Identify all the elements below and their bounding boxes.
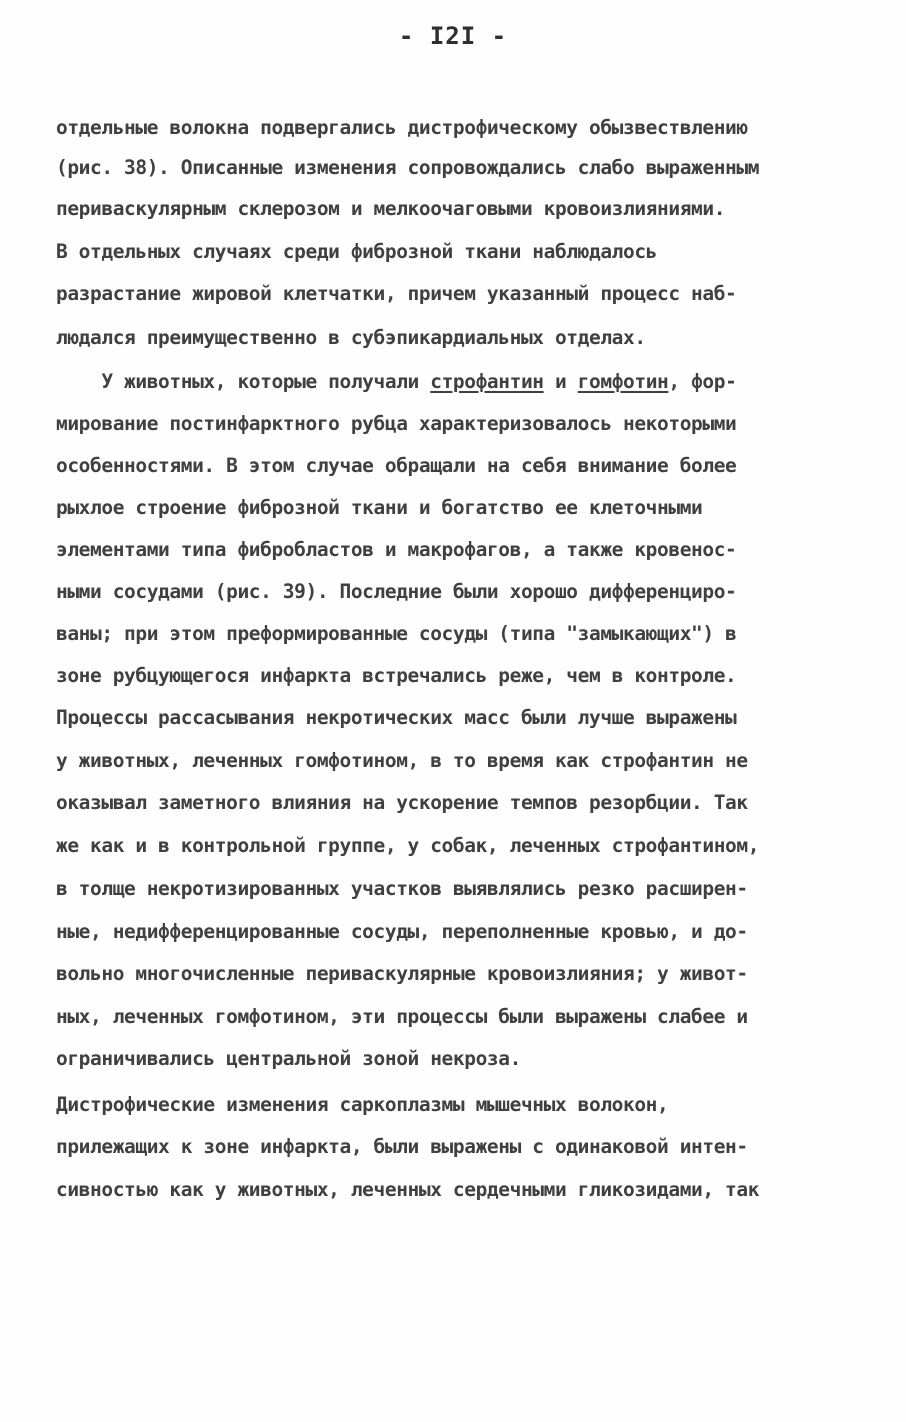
text-line: вольно многочисленные периваскулярные кровоизлияния; у живот- [56,962,748,985]
text-line: в толще некротизированных участков выявлялись резко расширен- [56,877,748,900]
text-line: мирование постинфарктного рубца характеризовалось некоторыми [56,412,737,435]
text-line: отдельные волокна подвергались дистрофическому обызвествлению [56,116,748,139]
text-line-tail: , фор- [668,370,737,393]
text-line: людался преимущественно в субэпикардиальных отделах. [56,326,646,349]
text-line: особенностями. В этом случае обращали на себя внимание более [56,454,737,477]
text-line: оказывал заметного влияния на ускорение темпов резорбции. Так [56,791,748,814]
text-line: рыхлое строение фиброзной ткани и богатство ее клеточными [56,496,703,519]
drug-strophanthin: строфантин [430,370,544,393]
text-line: (рис. 38). Описанные изменения сопровождались слабо выраженным [56,156,760,179]
text-line: ограничивались центральной зоной некроза. [56,1047,521,1070]
text-line: В отдельных случаях среди фиброзной ткани наблюдалось [56,240,658,263]
page-number: - I2I - [398,22,508,50]
text-line: сивностью как у животных, леченных сердечными гликозидами, так [56,1178,760,1201]
text-line: прилежащих к зоне инфаркта, были выражены с одинаковой интен- [56,1135,748,1158]
text-line: ными сосудами (рис. 39). Последние были хорошо дифференциро- [56,580,737,603]
text-line: периваскулярным склерозом и мелкоочаговыми кровоизлияниями. [56,197,726,220]
text-line: ваны; при этом преформированные сосуды (типа "замыкающих") в [56,622,737,645]
text-line: Дистрофические изменения саркоплазмы мышечных волокон, [56,1093,669,1116]
text-line: зоне рубцующегося инфаркта встречались реже, чем в контроле. [56,664,737,687]
text-line: же как и в контрольной группе, у собак, леченных строфантином, [56,834,760,857]
text-line-start: У животных, которые получали [56,370,431,393]
text-line: ных, леченных гомфотином, эти процессы были выражены слабее и [56,1005,748,1028]
text-line: разрастание жировой клетчатки, причем указанный процесс наб- [56,282,737,305]
drug-gomphotin: гомфотин [577,370,669,393]
text-line: у животных, леченных гомфотином, в то время как строфантин не [56,749,748,772]
text-line: Процессы рассасывания некротических масс были лучше выражены [56,706,737,729]
text-line-with-drugs [56,362,736,402]
text-line: ные, недифференцированные сосуды, переполненные кровью, и до- [56,920,748,943]
text-line: элементами типа фибробластов и макрофагов, а также кровенос- [56,538,737,561]
conjunction: и [543,370,578,393]
